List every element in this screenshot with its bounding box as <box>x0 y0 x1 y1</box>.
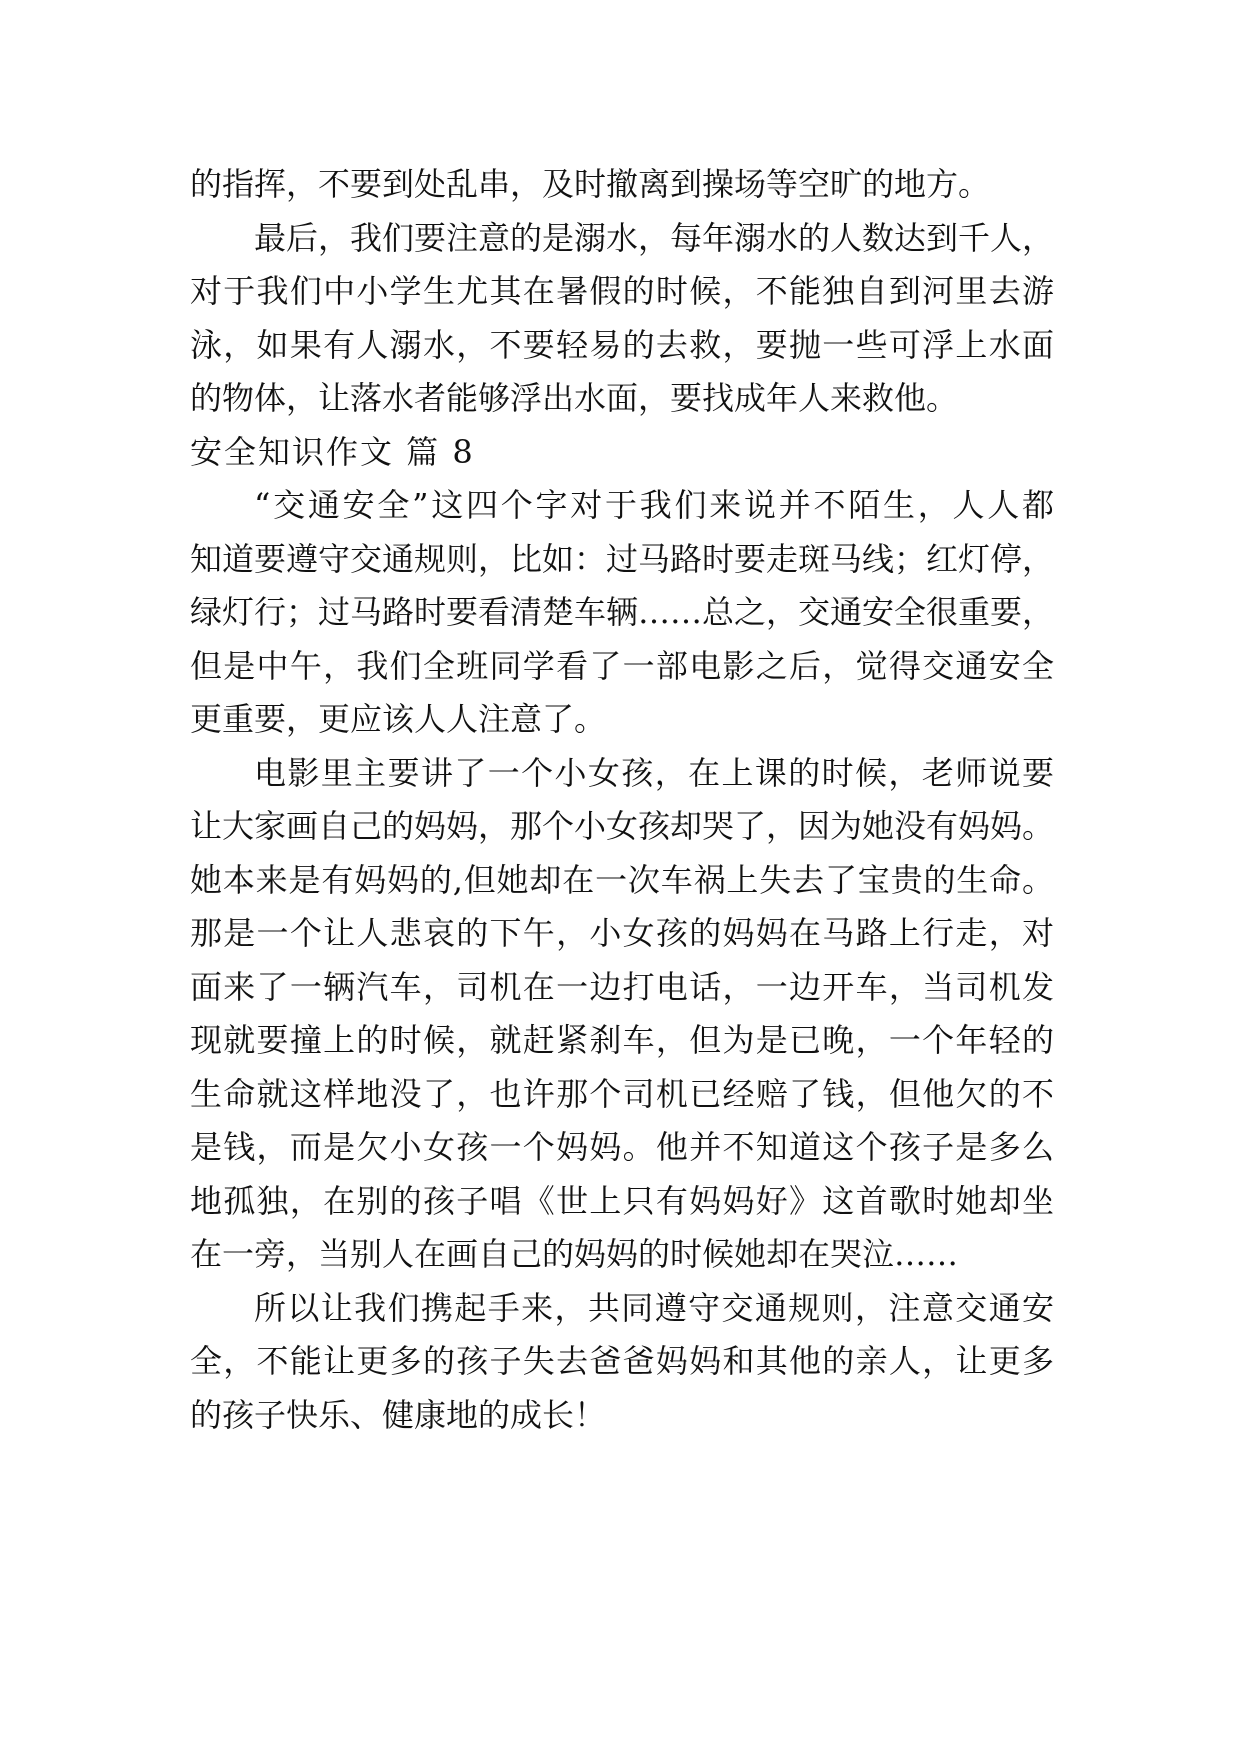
text-line: 电影里主要讲了一个小女孩，在上课的时候，老师说要 <box>254 753 1054 792</box>
text-line: 最后，我们要注意的是溺水，每年溺水的人数达到千人， <box>254 218 1055 257</box>
text-line: 那是一个让人悲哀的下午，小女孩的妈妈在马路上行走，对 <box>190 914 1054 952</box>
text-line: 所以让我们携起手来，共同遵守交通规则，注意交通安 <box>254 1288 1054 1327</box>
text-line: “交通安全”这四个字对于我们来说并不陌生，人人都 <box>254 486 1054 524</box>
text-line: 绿灯行；过马路时要看清楚车辆……总之，交通安全很重要， <box>190 593 1055 631</box>
document-body <box>190 158 1054 1442</box>
text-line: 现就要撞上的时候，就赶紧刹车，但为是已晚，一个年轻的 <box>190 1021 1054 1059</box>
text-line: 全，不能让更多的孩子失去爸爸妈妈和其他的亲人，让更多 <box>190 1342 1054 1380</box>
text-line: 对于我们中小学生尤其在暑假的时候，不能独自到河里去游 <box>190 272 1054 310</box>
paragraph <box>190 747 1054 1282</box>
paragraph <box>190 158 1054 212</box>
text-line: 知道要遵守交通规则，比如：过马路时要走斑马线；红灯停， <box>190 539 1055 578</box>
text-line: 更重要，更应该人人注意了。 <box>190 700 607 738</box>
paragraph <box>190 212 1054 426</box>
text-line: 是钱，而是欠小女孩一个妈妈。他并不知道这个孩子是多么 <box>190 1128 1054 1166</box>
text-line: 生命就这样地没了，也许那个司机已经赔了钱，但他欠的不 <box>190 1074 1054 1113</box>
paragraph <box>190 1282 1054 1443</box>
section-heading <box>190 426 1054 480</box>
text-line: 的孩子快乐、健康地的成长！ <box>190 1395 607 1434</box>
text-line: 地孤独，在别的孩子唱《世上只有妈妈好》这首歌时她却坐 <box>190 1181 1054 1220</box>
text-line: 在一旁，当别人在画自己的妈妈的时候她却在哭泣…… <box>190 1235 959 1273</box>
text-line: 的指挥，不要到处乱串，及时撤离到操场等空旷的地方。 <box>190 165 991 203</box>
text-line: 但是中午，我们全班同学看了一部电影之后，觉得交通安全 <box>190 646 1054 685</box>
text-line: 让大家画自己的妈妈，那个小女孩却哭了，因为她没有妈妈。 <box>190 807 1055 845</box>
heading-text: 安全知识作文 篇 8 <box>190 432 475 471</box>
text-line: 的物体，让落水者能够浮出水面，要找成年人来救他。 <box>190 379 959 417</box>
text-line: 面来了一辆汽车，司机在一边打电话，一边开车，当司机发 <box>190 967 1054 1006</box>
paragraph <box>190 479 1054 747</box>
text-line: 泳，如果有人溺水，不要轻易的去救，要抛一些可浮上水面 <box>190 325 1054 364</box>
text-line: 她本来是有妈妈的,但她却在一次车祸上失去了宝贵的生命。 <box>190 860 1054 899</box>
